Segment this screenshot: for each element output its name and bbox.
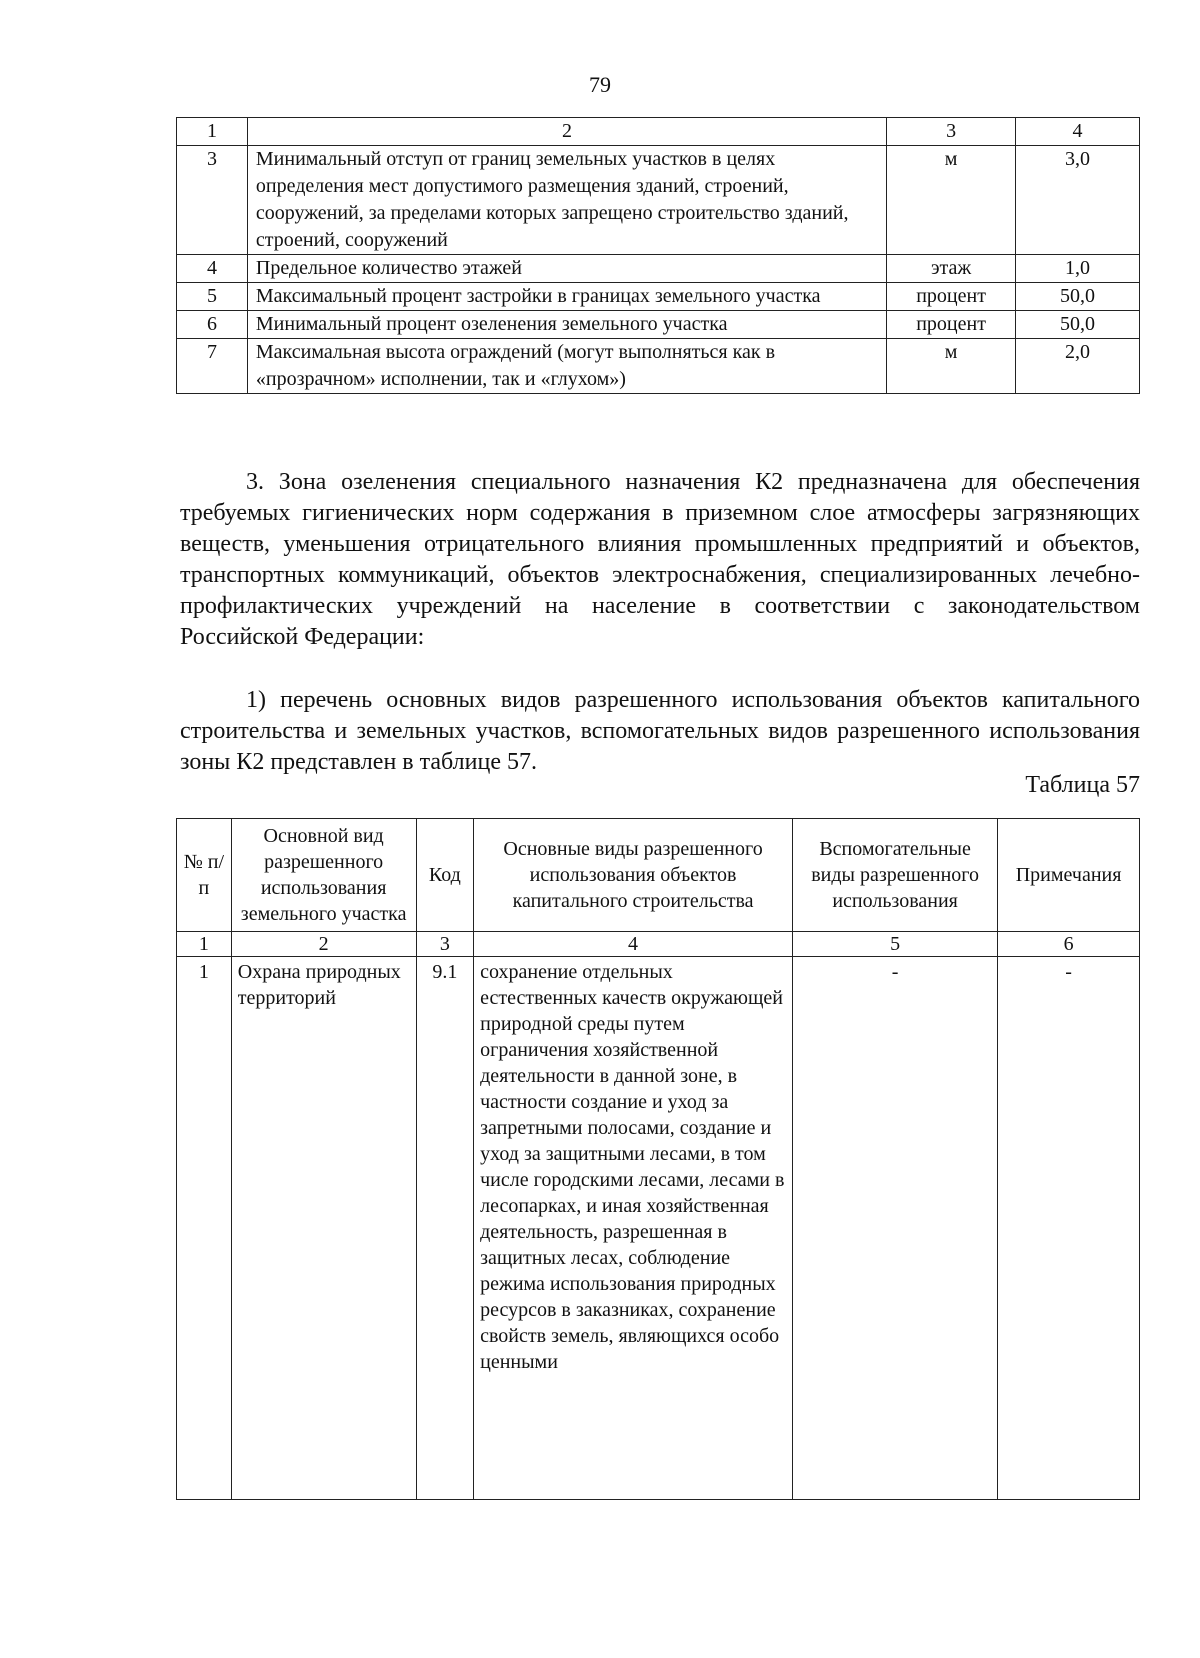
parameter-unit: процент: [887, 311, 1016, 339]
parameter-unit: м: [887, 339, 1016, 394]
parameter-unit: м: [887, 146, 1016, 255]
parameter-value: 50,0: [1016, 283, 1140, 311]
use-description: сохранение отдельных естественных качеств окружающей природной среды путем ограничения хозяйственной деятельности в данной зоне, в частности создание и уход за запретными полосами, создание и уход за защитными лесами, в том числе городскими лесами, лесами в лесопарках, и иная хозяйственная деятельность, разрешенная в защитных лесах, соблюдение режима использования природных ресурсов в заказниках, сохранение свойств земель, являющихся особо ценными: [474, 957, 793, 1500]
parameter-name: Минимальный процент озеленения земельного участка: [247, 311, 886, 339]
page-number: 79: [589, 72, 611, 97]
col-number-4: 4: [1016, 118, 1140, 146]
table-row: [177, 957, 1140, 1500]
header-notes: Примечания: [998, 819, 1140, 932]
col-number-5: 5: [792, 932, 997, 957]
parameters-table-continuation: [176, 117, 1140, 394]
table-57: [176, 818, 1140, 1500]
row-number: 3: [177, 146, 248, 255]
list-item-paragraph: 1) перечень основных видов разрешенного использования объектов капитального строительства и земельных участков, вспомогательных видов разрешенного использования зоны К2 представлен в таблице 57.: [180, 687, 1140, 775]
table-row: [177, 283, 1140, 311]
header-main-land-use: Основной вид разрешенного использования земельного участка: [231, 819, 416, 932]
table-header-row: [177, 819, 1140, 932]
col-number-3: 3: [416, 932, 474, 957]
col-number-6: 6: [998, 932, 1140, 957]
parameter-name: Минимальный отступ от границ земельных участков в целях определения мест допустимого размещения зданий, строений, сооружений, за пределами которых запрещено строительство зданий, строений, сооружений: [247, 146, 886, 255]
table-row: [177, 339, 1140, 394]
zone-description-paragraph: 3. Зона озеленения специального назначения К2 предназначена для обеспечения требуемых гигиенических норм содержания в приземном слое атмосферы загрязняющих веществ, уменьшения отрицательного влияния промышленных предприятий и объектов, транспортных коммуникаций, объектов электроснабжения, специализированных лечебно-профилактических учреждений на население в соответствии с законодательством Российской Федерации:: [180, 469, 1140, 650]
header-auxiliary-use: Вспомогательные виды разрешенного использования: [792, 819, 997, 932]
row-number: 5: [177, 283, 248, 311]
parameter-name: Предельное количество этажей: [247, 255, 886, 283]
parameter-name: Максимальный процент застройки в границах земельного участка: [247, 283, 886, 311]
col-number-4: 4: [474, 932, 793, 957]
row-number: 7: [177, 339, 248, 394]
col-number-1: 1: [177, 118, 248, 146]
header-number: № п/п: [177, 819, 232, 932]
parameter-unit: процент: [887, 283, 1016, 311]
main-land-use: Охрана природных территорий: [231, 957, 416, 1500]
parameter-name: Максимальная высота ограждений (могут выполняться как в «прозрачном» исполнении, так и «глухом»): [247, 339, 886, 394]
row-number: 4: [177, 255, 248, 283]
column-numbers-row: [177, 932, 1140, 957]
use-code: 9.1: [416, 957, 474, 1500]
table-row: [177, 255, 1140, 283]
col-number-2: 2: [247, 118, 886, 146]
parameter-value: 1,0: [1016, 255, 1140, 283]
col-number-2: 2: [231, 932, 416, 957]
table-row: [177, 146, 1140, 255]
parameter-unit: этаж: [887, 255, 1016, 283]
header-main-building-use: Основные виды разрешенного использования объектов капитального строительства: [474, 819, 793, 932]
auxiliary-use: -: [792, 957, 997, 1500]
col-number-1: 1: [177, 932, 232, 957]
col-number-3: 3: [887, 118, 1016, 146]
table-row: [177, 311, 1140, 339]
parameter-value: 50,0: [1016, 311, 1140, 339]
parameter-value: 2,0: [1016, 339, 1140, 394]
notes: -: [998, 957, 1140, 1500]
parameter-value: 3,0: [1016, 146, 1140, 255]
row-number: 1: [177, 957, 232, 1500]
table-caption: Таблица 57: [1025, 772, 1140, 798]
header-code: Код: [416, 819, 474, 932]
row-number: 6: [177, 311, 248, 339]
table-header-row: [177, 118, 1140, 146]
